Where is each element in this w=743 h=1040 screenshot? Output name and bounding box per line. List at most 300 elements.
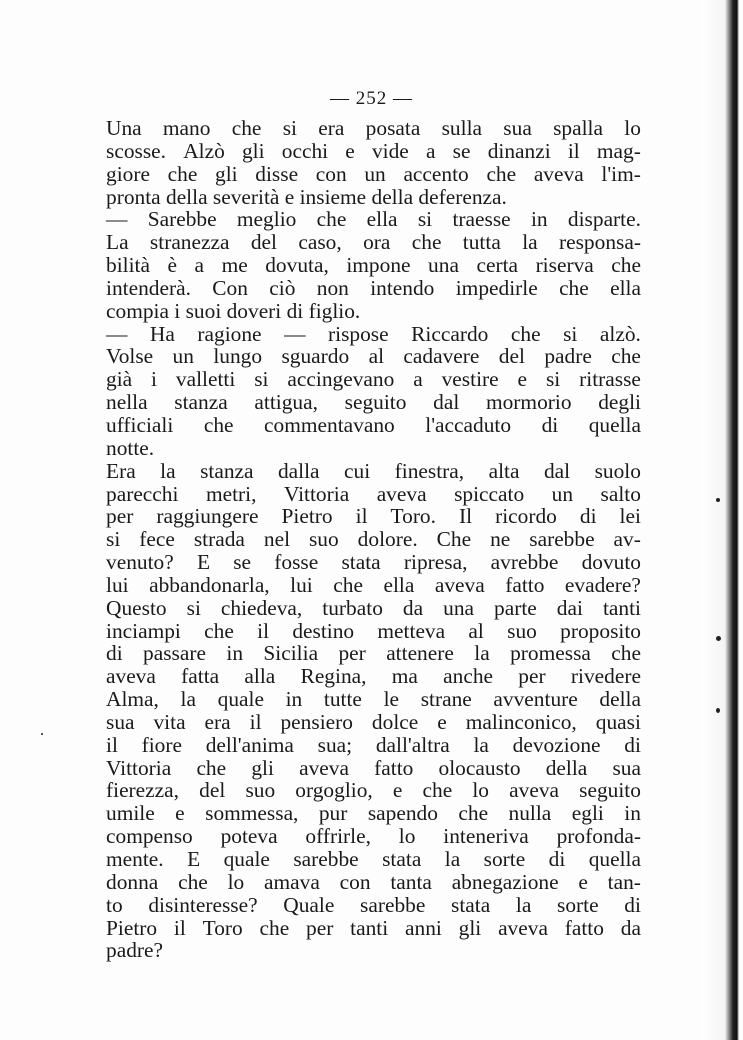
text-line [106, 665, 641, 688]
word: il [257, 618, 270, 643]
word: mormorio [485, 390, 572, 415]
word: la [160, 458, 176, 483]
word: Riccardo [411, 321, 489, 346]
text-line [106, 757, 641, 780]
word: Una [106, 116, 142, 140]
word: stata [341, 550, 381, 575]
word: sarebbe [529, 527, 595, 552]
word: sua [503, 116, 532, 140]
word: mano [162, 116, 211, 140]
text-line [106, 140, 641, 163]
word: la [444, 847, 461, 871]
word: sua [106, 709, 135, 734]
word: spalla [553, 116, 603, 140]
word: gli [215, 161, 238, 186]
word: lo [398, 824, 416, 849]
word: bilità [106, 253, 150, 278]
word: aveva [434, 572, 485, 597]
word: evadere? [564, 572, 641, 597]
text-line [106, 642, 641, 665]
word: si [563, 321, 578, 346]
word: dalla [277, 458, 320, 483]
text-line [106, 871, 641, 894]
word: fatto [505, 572, 545, 597]
word: riserva [535, 253, 594, 278]
text-line [106, 802, 641, 825]
page-binding-edge [701, 0, 743, 1040]
word: aveva [509, 778, 560, 803]
word: che [611, 253, 641, 278]
word: sommessa, [205, 801, 299, 826]
word: accingevano [287, 367, 395, 392]
word: parte [494, 595, 537, 620]
word: dovuta, [265, 253, 329, 278]
word: traesse [452, 207, 511, 232]
word: — [284, 321, 306, 346]
word: una [443, 595, 475, 620]
word: si [545, 367, 561, 392]
word: la [515, 892, 532, 917]
word: Volse [106, 344, 154, 369]
text-line [106, 414, 641, 437]
word: Sarebbe [147, 207, 217, 232]
word: accento [403, 161, 469, 186]
word: per [518, 664, 546, 689]
word: che [422, 778, 453, 803]
word: abnegazione [451, 869, 559, 894]
word: disse [255, 161, 299, 186]
word: egli [571, 801, 604, 826]
word: cui [344, 458, 371, 483]
word: di [541, 412, 559, 437]
word: che [196, 755, 227, 780]
word: tan- [607, 869, 641, 894]
word: fece [139, 527, 175, 552]
text-line [106, 117, 641, 140]
text-line [106, 505, 641, 528]
word: me [221, 253, 248, 278]
word: stranezza [149, 230, 230, 255]
word: lungo [213, 344, 263, 369]
word: e [175, 801, 185, 826]
word: Con [212, 275, 248, 300]
word: aveva [498, 915, 548, 940]
word: il [106, 732, 118, 757]
word: av- [613, 527, 641, 552]
text-line [106, 277, 641, 300]
word: Toro [202, 915, 243, 940]
word: Pietro [281, 504, 333, 529]
word: da [402, 595, 424, 620]
word: si [186, 595, 201, 620]
word: la [180, 687, 196, 712]
word: dall'altra [375, 732, 450, 757]
word: attigua, [254, 390, 318, 415]
word: ritrasse [579, 367, 641, 392]
word: stata [382, 847, 422, 871]
word: turbato [322, 595, 383, 620]
word: aveva [533, 161, 584, 186]
word: era [318, 116, 345, 140]
word: seguito [344, 390, 407, 415]
word: donna [106, 869, 159, 894]
word: parecchi [106, 481, 179, 506]
word: suo [507, 618, 537, 643]
text-line [106, 208, 641, 231]
word: che [486, 161, 517, 186]
word: alta [488, 458, 520, 483]
text-line [106, 551, 641, 574]
word: posata [365, 116, 421, 140]
word: Sicilia [263, 641, 319, 666]
word: disparte. [567, 207, 641, 232]
word: che [167, 161, 198, 186]
text-line [106, 597, 641, 620]
word: quale [223, 847, 270, 871]
text-line [106, 779, 641, 802]
word: fatto [374, 755, 414, 780]
word: cadavere [403, 344, 480, 369]
word: che [559, 275, 589, 300]
text-line [106, 734, 641, 757]
word: dal [543, 458, 571, 483]
word: destino [292, 618, 355, 643]
word: il [249, 709, 262, 734]
word: e [517, 367, 528, 392]
word: del [250, 230, 277, 255]
word: attenere [386, 641, 454, 666]
word: Pietro [106, 915, 158, 940]
word: da [620, 915, 641, 940]
word: una [428, 253, 459, 278]
word: rivedere [570, 664, 641, 689]
word: avrebbe [490, 550, 559, 575]
text-line [106, 711, 641, 734]
word: la [473, 732, 489, 757]
word: impone [346, 253, 411, 278]
word: lei [619, 504, 641, 529]
word: venuto? [106, 550, 174, 575]
word: certa [476, 253, 519, 278]
word: intendo [370, 275, 435, 300]
text-line [106, 528, 641, 551]
word: dal [433, 390, 460, 415]
text-line [106, 917, 641, 940]
word: del [498, 344, 525, 369]
text-line [106, 163, 641, 186]
word: devozione [512, 732, 601, 757]
word: sua; [317, 732, 353, 757]
word: che [458, 801, 489, 826]
word: ufficiali [106, 412, 174, 437]
word: per [306, 915, 334, 940]
word: tutta [462, 230, 501, 255]
word: chiedeva, [220, 595, 303, 620]
word: La [106, 230, 129, 255]
word: è [167, 253, 177, 278]
word: strane [420, 687, 472, 712]
word: un [364, 161, 386, 186]
text-line [106, 574, 641, 597]
word: l'im- [601, 161, 641, 186]
word: metteva [377, 618, 446, 643]
word: — [106, 321, 128, 346]
word: dolce [371, 709, 419, 734]
word: caso, [298, 230, 342, 255]
word: vide [371, 138, 409, 163]
word: fiore [141, 732, 182, 757]
word: suo [308, 527, 339, 552]
word: in [285, 687, 303, 712]
word: rispose [328, 321, 389, 346]
word: promessa [510, 641, 591, 666]
word: spiccato [454, 481, 525, 506]
word: tutte [323, 687, 362, 712]
word: aveva [299, 755, 349, 780]
word: per [338, 641, 366, 666]
word: il [355, 504, 368, 529]
word: di [106, 641, 123, 666]
word: salto [600, 481, 641, 506]
word: fierezza, [106, 778, 180, 803]
word: ella [610, 275, 641, 300]
word: olocausto [438, 755, 521, 780]
word: vestire [441, 367, 499, 392]
word: i [151, 367, 157, 392]
word: era [204, 709, 231, 734]
word: Che [436, 527, 472, 552]
word: Vittoria [106, 755, 172, 780]
word: raggiungere [156, 504, 259, 529]
word: strada [193, 527, 245, 552]
word: tanti [602, 595, 641, 620]
speck-mark [716, 498, 720, 502]
word: di [579, 504, 597, 529]
word: ciò [269, 275, 296, 300]
word: stanza [200, 458, 254, 483]
word: intenderà. [106, 275, 191, 300]
word: si [106, 527, 121, 552]
word: quasi [595, 709, 641, 734]
word: dell'anima [205, 732, 294, 757]
word: amava [264, 869, 320, 894]
body-text [106, 117, 641, 962]
word: sguardo [281, 344, 350, 369]
word: Era [106, 458, 136, 483]
word: a [413, 367, 423, 392]
word: Il [459, 504, 473, 529]
word: quale [217, 687, 264, 712]
word: suolo [594, 458, 641, 483]
word: le [383, 687, 400, 712]
word: Alma, [106, 687, 159, 712]
word: umile [106, 801, 155, 826]
word: nulla [508, 801, 552, 826]
word: nel [263, 527, 291, 552]
word: dinanzi [487, 138, 551, 163]
word: e [345, 138, 355, 163]
word: offrirle, [305, 824, 371, 849]
word: ella [383, 572, 415, 597]
word: che [231, 116, 262, 140]
word: Vittoria [283, 481, 350, 506]
word: E [196, 550, 211, 575]
speck-mark [716, 708, 720, 713]
word: poteva [220, 824, 278, 849]
word: fosse [274, 550, 319, 575]
word: della [545, 755, 588, 780]
word: gli [251, 755, 274, 780]
word: fatta [181, 664, 220, 689]
word: si [417, 207, 433, 232]
word: sapendo [367, 801, 438, 826]
word: con [315, 161, 347, 186]
word: gli [458, 915, 482, 940]
word: che [178, 869, 208, 894]
word: il [173, 915, 186, 940]
word: lui [290, 572, 313, 597]
word: sorte [557, 892, 599, 917]
text-line: notte. [106, 435, 155, 460]
word: scosse. [106, 138, 167, 163]
word: Ha [149, 321, 175, 346]
speck-mark [716, 636, 721, 641]
word: del [199, 778, 226, 803]
word: Toro. [390, 504, 436, 529]
word: a [425, 138, 436, 163]
word: si [282, 116, 297, 140]
word: e [578, 869, 588, 894]
word: che [204, 618, 234, 643]
text-line [106, 254, 641, 277]
word: sarebbe [360, 892, 426, 917]
word: suo [245, 778, 276, 803]
text-line [106, 620, 641, 643]
text-line [106, 688, 641, 711]
text-line: compia i suoi doveri di figlio. [106, 298, 361, 323]
word: metri, [205, 481, 257, 506]
word: orgoglio, [295, 778, 373, 803]
word: che [411, 230, 442, 255]
word: sorte [483, 847, 526, 871]
word: lo [472, 778, 489, 803]
word: un [551, 481, 574, 506]
text-line [106, 368, 641, 391]
word: pur [318, 801, 348, 826]
word: di [548, 847, 566, 871]
word: e [437, 709, 447, 734]
text-line [106, 460, 641, 483]
word: seguito [579, 778, 641, 803]
word: Questo [106, 595, 167, 620]
word: che [203, 412, 234, 437]
word: lo [624, 116, 641, 140]
text-line [106, 483, 641, 506]
word: il [567, 138, 580, 163]
word: passare [143, 641, 206, 666]
word: mag- [596, 138, 641, 163]
word: dolore. [357, 527, 418, 552]
word: proposito [560, 618, 641, 643]
text-line [106, 391, 641, 414]
text-line: pronta della severità e insieme della deferenza. [106, 184, 507, 209]
speck-mark [41, 733, 43, 735]
word: già [106, 367, 133, 392]
word: occhi [281, 138, 329, 163]
word: la [522, 230, 538, 255]
word: meglio [236, 207, 297, 232]
word: se [452, 138, 471, 163]
word: padre [544, 344, 592, 369]
word: anche [443, 664, 494, 689]
word: mente. [106, 847, 164, 871]
word: di [624, 732, 641, 757]
word: nella [106, 390, 148, 415]
word: dovuto [581, 550, 641, 575]
word: che [259, 915, 290, 940]
text-line [106, 894, 641, 917]
word: fatto [564, 915, 604, 940]
word: sarebbe [293, 847, 359, 871]
word: Quale [283, 892, 335, 917]
word: in [624, 801, 641, 826]
word: alla [244, 664, 276, 689]
word: responsa- [558, 230, 641, 255]
word: dai [556, 595, 583, 620]
word: in [530, 207, 548, 232]
word: valletti [175, 367, 236, 392]
word: lo [227, 869, 245, 894]
word: al [468, 618, 484, 643]
word: ma [391, 664, 418, 689]
word: che [611, 641, 641, 666]
word: to [106, 892, 123, 917]
word: commentavano [264, 412, 395, 437]
text-line [106, 825, 641, 848]
word: impedirle [455, 275, 538, 300]
word: quella [588, 412, 641, 437]
word: della [599, 687, 641, 712]
text-line [106, 345, 641, 368]
word: inciampi [106, 618, 181, 643]
word: E [187, 847, 201, 871]
word: stanza [174, 390, 228, 415]
text-line [106, 231, 641, 254]
word: ora [363, 230, 391, 255]
word: Regina, [300, 664, 367, 689]
word: pensiero [280, 709, 353, 734]
word: ricordo [495, 504, 557, 529]
word: e [392, 778, 403, 803]
word: Alzò [183, 138, 225, 163]
word: ella [366, 207, 398, 232]
word: malinconico, [465, 709, 577, 734]
word: si [254, 367, 269, 392]
word: che [316, 207, 347, 232]
word: l'accaduto [425, 412, 512, 437]
word: quella [588, 847, 641, 871]
word: degli [598, 390, 641, 415]
word: un [172, 344, 194, 369]
word: aveva [106, 664, 156, 689]
word: sua [612, 755, 641, 780]
text-line [106, 323, 641, 346]
word: con [339, 869, 371, 894]
word: a [194, 253, 205, 278]
word: compenso [106, 824, 193, 849]
word: in [226, 641, 244, 666]
word: di [624, 892, 641, 917]
